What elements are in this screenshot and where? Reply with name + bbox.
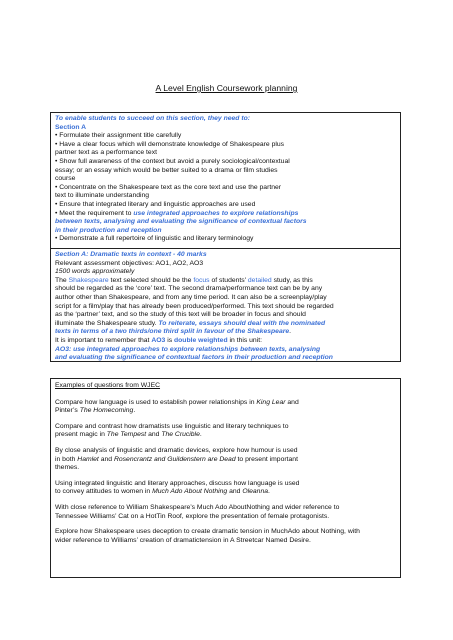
question-line: wider reference to Williams’ creation of dramatictension in A Streetcar Named Desire. <box>55 536 311 544</box>
question-6 <box>55 528 396 545</box>
play-title: King Lear <box>256 398 286 406</box>
text-run: . <box>199 431 202 439</box>
ao3-definition-line-1: AO3: use integrated approaches to explore relationships between texts, analysing <box>55 345 321 353</box>
question-line: By close analysis of linguistic and dramatic devices, explore how humour is used <box>55 446 298 454</box>
play-title: The Tempest <box>106 431 147 439</box>
double-weighted-highlight: double weighted <box>174 336 228 344</box>
bullet-2-line-1: • Have a clear focus which will demonstrate knowledge of Shakespeare plus <box>55 140 285 148</box>
questions-header: Examples of questions from WJEC <box>55 382 161 389</box>
assessment-objectives: Relevant assessment objectives: AO1, AO2, AO3 <box>55 259 204 267</box>
section-heading: Section A: Dramatic texts in context - 40 marks <box>55 251 207 258</box>
bullet-4-line-2: text to illuminate understanding <box>55 192 150 200</box>
text-run: The <box>55 276 69 284</box>
bullet-6-emphasis: use integrated approaches to explore relationships <box>133 209 299 217</box>
text-run: in both <box>55 455 78 463</box>
section-a-dramatic-texts-box <box>50 248 401 362</box>
text-run: in this unit: <box>227 336 263 344</box>
bullet-3-line-1: • Show full awareness of the context but avoid a purely sociological/contextual <box>55 157 290 165</box>
text-run: text selected should be the <box>108 276 194 284</box>
play-title: Hamlet <box>77 455 99 463</box>
text-run: is <box>165 336 174 344</box>
ao3-definition-line-2: and evaluating the significance of contextual factors in their production and reception <box>55 354 333 362</box>
question-1 <box>55 399 396 416</box>
text-run: Compare how language is used to establish power relationships in <box>55 398 257 406</box>
text-run: and <box>146 431 162 439</box>
bullet-3-line-3: course <box>55 175 76 183</box>
word-count: 1500 words approximately <box>55 268 135 276</box>
section-a-requirements-box <box>50 112 401 249</box>
text-run: to convey attitudes to women in <box>55 488 153 496</box>
question-line <box>55 456 396 465</box>
play-title: The Crucible <box>161 431 200 439</box>
focus-highlight: focus <box>193 276 210 284</box>
question-3 <box>55 447 396 473</box>
paragraph-line-4: script for a film/play that has already been produced/performed. This text should be regarded <box>55 302 334 310</box>
question-line <box>55 431 396 440</box>
paragraph-line-8 <box>55 337 396 346</box>
play-title: Rosencrantz and Guildenstern are Dead <box>113 455 236 463</box>
text-run: and <box>98 455 114 463</box>
question-2 <box>55 423 396 440</box>
bullet-6-text: • Meet the requirement to <box>55 209 134 217</box>
bullet-6-line-1 <box>55 210 396 219</box>
bullet-1: • Formulate their assignment title carefully <box>55 132 182 140</box>
bullet-6-line-2: between texts, analysing and evaluating the significance of contextual factors <box>55 218 307 226</box>
detailed-highlight: detailed <box>247 276 272 284</box>
question-4 <box>55 480 396 497</box>
question-line: Compare and contrast how dramatists use linguistic and literary techniques to <box>55 422 289 430</box>
wjec-questions-box <box>50 378 401 578</box>
bullet-7: • Demonstrate a full repertoire of linguistic and literary terminology <box>55 235 254 243</box>
text-run: present magic in <box>55 431 107 439</box>
question-line: themes. <box>55 464 80 472</box>
bullet-5: • Ensure that integrated literary and linguistic approaches are used <box>55 200 256 208</box>
play-title: Oleanna <box>242 488 269 496</box>
text-run: to present important <box>235 455 298 463</box>
text-run: study, as this <box>271 276 313 284</box>
shakespeare-highlight: Shakespeare <box>68 276 109 284</box>
page-title: A Level English Coursework planning <box>155 83 298 93</box>
section-label: Section A <box>55 123 87 131</box>
bullet-3-line-2: essay; or an essay which would be better suited to a drama or film studies <box>55 166 278 174</box>
bullet-2-line-2: partner text as a performance text <box>55 149 158 157</box>
paragraph-line-2: should be regarded as the ‘core’ text. The second drama/performance text can be by any <box>55 285 323 293</box>
question-line: With close reference to William Shakespeare’s Much Ado AboutNothing and wider reference to <box>55 503 340 511</box>
text-run: and <box>227 488 243 496</box>
paragraph-line-5: as the ‘partner’ text, and so the study of this text will be broader in focus and should <box>55 311 306 319</box>
question-line <box>55 399 396 408</box>
paragraph-line-7 <box>55 328 396 337</box>
text-run: Pinter’s <box>55 407 80 415</box>
play-title: Much Ado About Nothing <box>152 488 228 496</box>
question-line: Using integrated linguistic and literary approaches, discuss how language is used <box>55 479 300 487</box>
intro-text: To enable students to succeed on this section, they need to: <box>55 115 250 122</box>
text-run: and <box>285 398 299 406</box>
ao3-highlight: AO3 <box>151 336 166 344</box>
text-run: illuminate the Shakespeare study. <box>55 319 159 327</box>
text-run: . <box>133 407 136 415</box>
question-line <box>55 488 396 497</box>
question-line: Explore how Shakespeare uses deception to create dramatic tension in MuchAdo about Nothing, with <box>55 528 360 536</box>
paragraph-line-1 <box>55 277 396 286</box>
bullet-4-line-1: • Concentrate on the Shakespeare text as the core text and use the partner <box>55 183 282 191</box>
text-run: . <box>289 328 292 336</box>
paragraph-line-6 <box>55 320 396 329</box>
question-line: Tennessee Williams’ Cat on a HotTin Roof, explore the presentation of female protagonists. <box>55 512 330 520</box>
play-title: The Homecoming <box>79 407 134 415</box>
text-run: . <box>268 488 270 496</box>
paragraph-line-3: author other than Shakespeare, and from any time period. It can also be a screenplay/play <box>55 293 327 301</box>
text-run: of students' <box>209 276 248 284</box>
question-5 <box>55 504 396 521</box>
split-emphasis: texts in terms of a two thirds/one third split in favour of the Shakespeare <box>55 328 290 336</box>
reiterate-emphasis: To reiterate, essays should deal with the nominated <box>158 319 326 327</box>
bullet-6-line-3: in their production and reception <box>55 226 162 234</box>
question-line <box>55 407 396 416</box>
text-run: It is important to remember that <box>55 336 152 344</box>
